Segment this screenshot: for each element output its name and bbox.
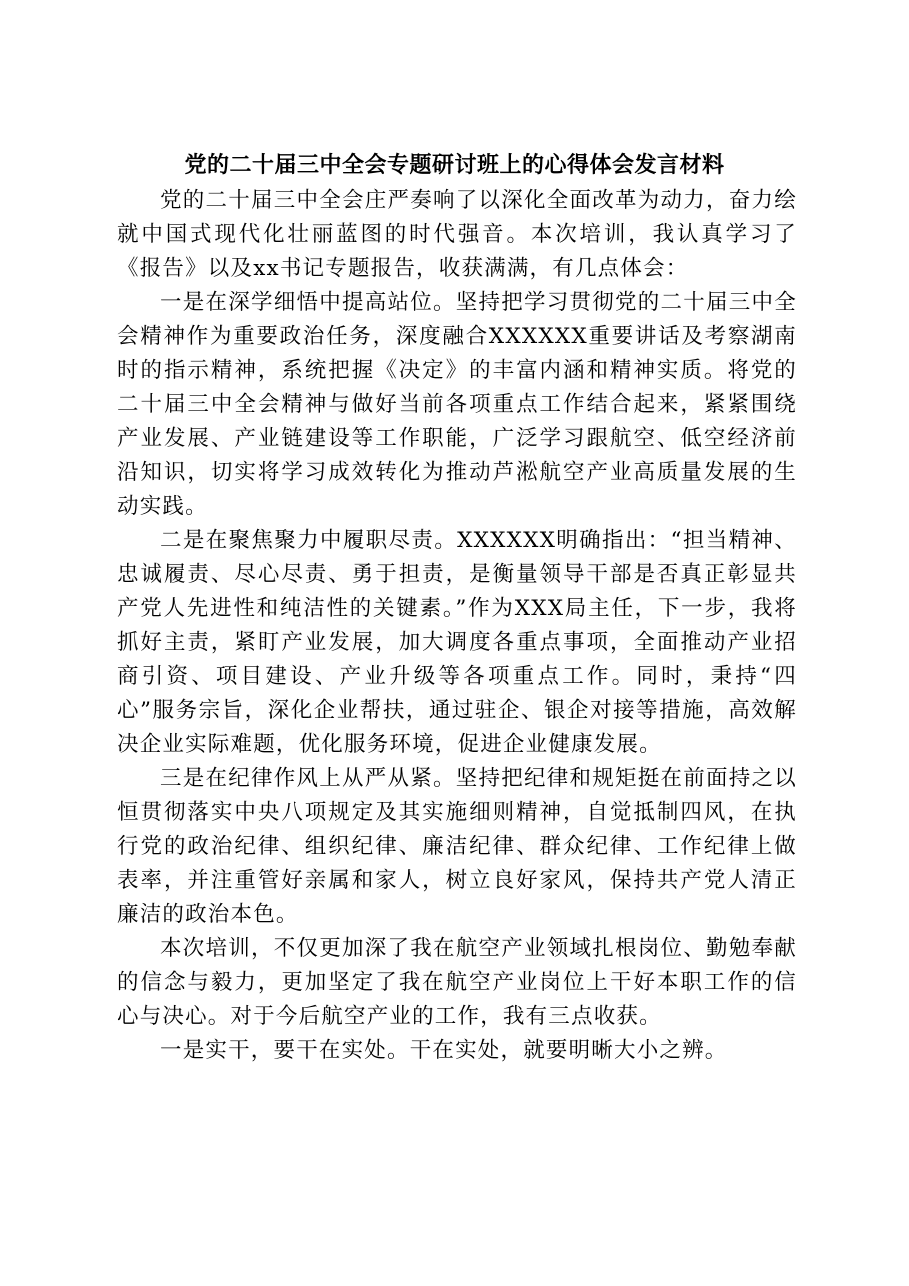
paragraph: 党的二十届三中全会庄严奏响了以深化全面改革为动力，奋力绘就中国式现代化壮丽蓝图的时代强音。本次培训，我认真学习了《报告》以及xx书记专题报告，收获满满，有几点体会： xyxy=(117,188,797,281)
paragraph: 一是在深学细悟中提高站位。坚持把学习贯彻党的二十届三中全会精神作为重要政治任务，深度融合XXXXXX重要讲话及考察湖南时的指示精神，系统把握《决定》的丰富内涵和精神实质。将党的二十届三中全会精神与做好当前各项重点工作结合起来，紧紧围绕产业发展、产业链建设等工作职能，广泛学习跟航空、低空经济前沿知识，切实将学习成效转化为推动芦淞航空产业高质量发展的生动实践。 xyxy=(117,290,797,519)
paragraph: 二是在聚焦聚力中履职尽责。XXXXXX明确指出：“担当精神、忠诚履责、尽心尽责、勇于担责，是衡量领导干部是否真正彰显共产党人先进性和纯洁性的关键素。”作为XXX局主任，下一步，我将抓好主责，紧盯产业发展，加大调度各重点事项，全面推动产业招商引资、项目建设、产业升级等各项重点工作。同时，秉持“四心”服务宗旨，深化企业帮扶，通过驻企、银企对接等措施，高效解决企业实际难题，优化服务环境，促进企业健康发展。 xyxy=(117,528,797,757)
document-body xyxy=(117,184,797,1068)
paragraph: 一是实干，要干在实处。干在实处，就要明晰大小之辨。 xyxy=(160,1038,728,1063)
paragraph: 本次培训，不仅更加深了我在航空产业领域扎根岗位、勤勉奉献的信念与毅力，更加坚定了我在航空产业岗位上干好本职工作的信心与决心。对于今后航空产业的工作，我有三点收获。 xyxy=(117,936,797,1029)
document-title: 党的二十届三中全会专题研讨班上的心得体会发言材料 xyxy=(184,152,725,178)
paragraph: 三是在纪律作风上从严从紧。坚持把纪律和规矩挺在前面持之以恒贯彻落实中央八项规定及其实施细则精神，自觉抵制四风，在执行党的政治纪律、组织纪律、廉洁纪律、群众纪律、工作纪律上做表率，并注重管好亲属和家人，树立良好家风，保持共产党人清正廉洁的政治本色。 xyxy=(117,766,797,927)
